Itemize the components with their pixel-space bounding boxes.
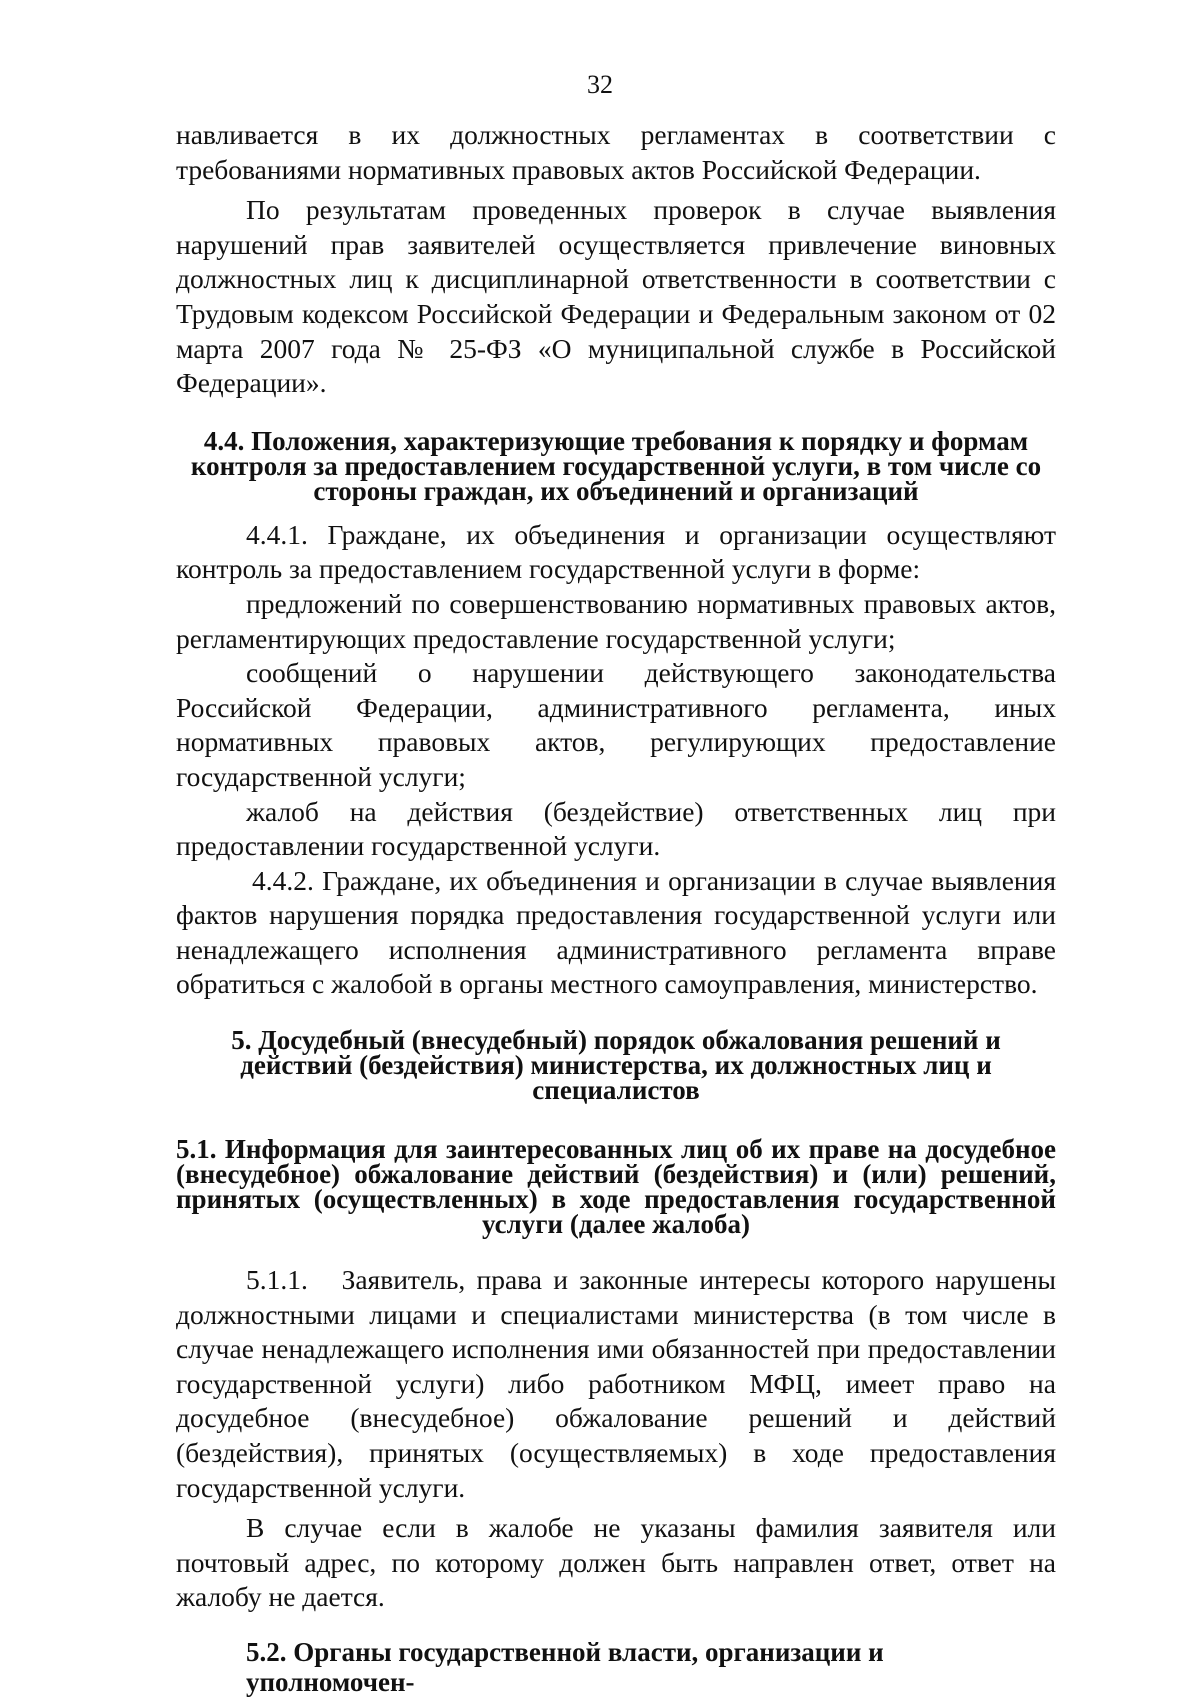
page-content (176, 118, 1063, 1697)
heading-5-1: 5.1. Информация для заинтересованных лиц об их праве на досудебное (внесудебное) обжалование действий (бездействия) и (или) решений, принятых (осуществленных) в ходе предоставления государственной услуги (далее жалоба) (176, 1134, 1056, 1240)
paragraph-4-4-1-complaints: жалоб на действия (бездействие) ответственных лиц при предоставлении государственной услуги. (176, 795, 1056, 862)
paragraph-4-4-1-proposals: предложений по совершенствованию нормативных правовых актов, регламентирующих предоставление государственной услуги; (176, 587, 1056, 654)
heading-5-2: 5.2. Органы государственной власти, организации и уполномочен- (246, 1637, 884, 1697)
paragraph-4-4-1: 4.4.1. Граждане, их объединения и организации осуществляют контроль за предоставлением государственной услуги в форме: (176, 518, 1056, 585)
paragraph-5-1-1: 5.1.1. Заявитель, права и законные интересы которого нарушены должностными лицами и специалистами министерства (в том числе в случае ненадлежащего исполнения ими обязанностей при предоставлении государственной услуги) либо работником МФЦ, имеет право на досудебное (внесудебное) обжалование решений и действий (бездействия), принятых (осуществляемых) в ходе предоставления государственной услуги. (176, 1264, 1063, 1503)
paragraph-no-address: В случае если в жалобе не указаны фамилия заявителя или почтовый адрес, по которому должен быть направлен ответ, ответ на жалобу не дается. (176, 1512, 1056, 1613)
heading-section-5: 5. Досудебный (внесудебный) порядок обжалования решений и действий (бездействия) министерства, их должностных лиц и специалистов (231, 1025, 1001, 1106)
paragraph-inspection-results: По результатам проведенных проверок в случае выявления нарушений прав заявителей осуществляется привлечение виновных должностных лиц к дисциплинарной ответственности в соответствии с Трудовым кодексом Российской Федерации и Федеральным законом от 02 марта 2007 года № 25-ФЗ «О муниципальной службе в Российской Федерации». (176, 194, 1056, 399)
paragraph-continuation: навливается в их должностных регламентах в соответствии с требованиями нормативных правовых актов Российской Федерации. (176, 119, 1056, 185)
paragraph-4-4-2: 4.4.2. Граждане, их объединения и организации в случае выявления фактов нарушения порядка предоставления государственной услуги или ненадлежащего исполнения административного регламента вправе обратиться с жалобой в органы местного самоуправления, министерство. (176, 864, 1056, 1000)
page-number: 32 (587, 70, 613, 99)
paragraph-4-4-1-reports: сообщений о нарушении действующего законодательства Российской Федерации, административного регламента, иных нормативных правовых актов, регулирующих предоставление государственной услуги; (176, 657, 1056, 792)
heading-4-4: 4.4. Положения, характеризующие требования к порядку и формам контроля за предоставлением государственной услуги, в том числе со стороны граждан, их объединений и организаций (190, 425, 1042, 506)
